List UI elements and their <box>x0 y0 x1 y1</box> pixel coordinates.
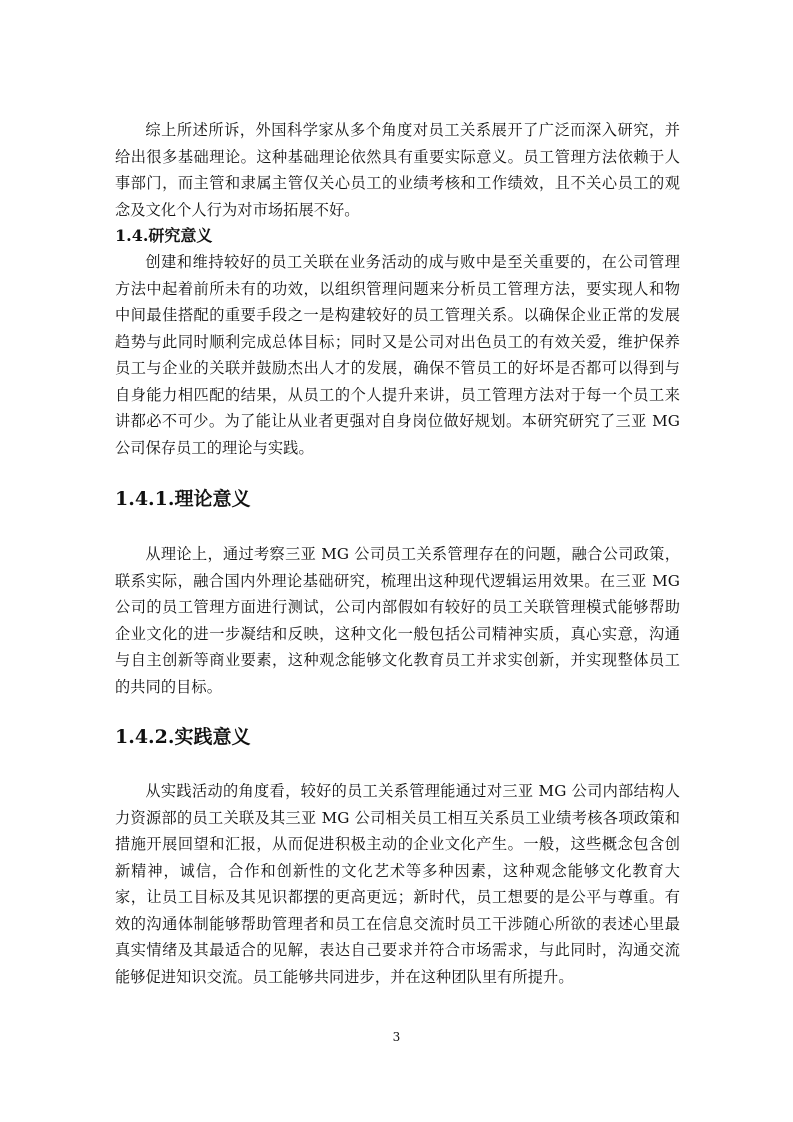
section-heading-1-4-2: 1.4.2.实践意义 <box>115 726 251 748</box>
paragraph-research-significance <box>115 249 680 461</box>
paragraph-text: 从理论上，通过考察三亚 MG 公司员工关系管理存在的问题，融合公司政策，联系实际，融合国内外理论基础研究，梳理出这种现代逻辑运用效果。在三亚 MG 公司的员工管理方面进行测试，公司内部假如有较好的员工关联管理模式能够帮助企业文化的进一步凝结和反映，这种文化一般包括公司精神实质，真心实意，沟通与自主创新等商业要素，这种观念能够文化教育员工并求实创新，并实现整体员工的共同的目标。 <box>115 545 680 696</box>
paragraph-summary <box>115 117 680 223</box>
page-number: 3 <box>392 1030 401 1044</box>
paragraph-text: 从实践活动的角度看，较好的员工关系管理能通过对三亚 MG 公司内部结构人力资源部的员工关联及其三亚 MG 公司相关员工相互关系员工业绩考核各项政策和措施开展回望和汇报，从而促进积极主动的企业文化产生。一般，这些概念包含创新精神，诚信，合作和创新性的文化艺术等多种因素，这种观念能够文化教育大家，让员工目标及其见识都摆的更高更远；新时代，员工想要的是公平与尊重。有效的沟通体制能够帮助管理者和员工在信息交流时员工干涉随心所欲的表述心里最真实情绪及其最适合的见解，表达自己要求并符合市场需求，与此同时，沟通交流能够促进知识交流。员工能够共同进步，并在这种团队里有所提升。 <box>115 782 680 986</box>
paragraph-text: 创建和维持较好的员工关联在业务活动的成与败中是至关重要的，在公司管理方法中起着前所未有的功效，以组织管理问题来分析员工管理方法，要实现人和物中间最佳搭配的重要手段之一是构建较好的员工管理关系。以确保企业正常的发展趋势与此同时顺利完成总体目标；同时又是公司对出色员工的有效关爱，维护保养员工与企业的关联并鼓励杰出人才的发展，确保不管员工的好坏是否都可以得到与自身能力相匹配的结果，从员工的个人提升来讲，员工管理方法对于每一个员工来讲都必不可少。为了能让从业者更强对自身岗位做好规划。本研究研究了三亚 MG 公司保存员工的理论与实践。 <box>115 253 680 457</box>
paragraph-practical-significance <box>115 778 680 990</box>
paragraph-text: 综上所述所诉，外国科学家从多个角度对员工关系展开了广泛而深入研究，并给出很多基础理论。这种基础理论依然具有重要实际意义。员工管理方法依赖于人事部门，而主管和隶属主管仅关心员工的业绩考核和工作绩效，且不关心员工的观念及文化个人行为对市场拓展不好。 <box>115 121 680 219</box>
section-heading-1-4: 1.4.研究意义 <box>115 226 213 245</box>
paragraph-theoretical-significance <box>115 541 680 700</box>
section-heading-1-4-1: 1.4.1.理论意义 <box>115 488 251 510</box>
